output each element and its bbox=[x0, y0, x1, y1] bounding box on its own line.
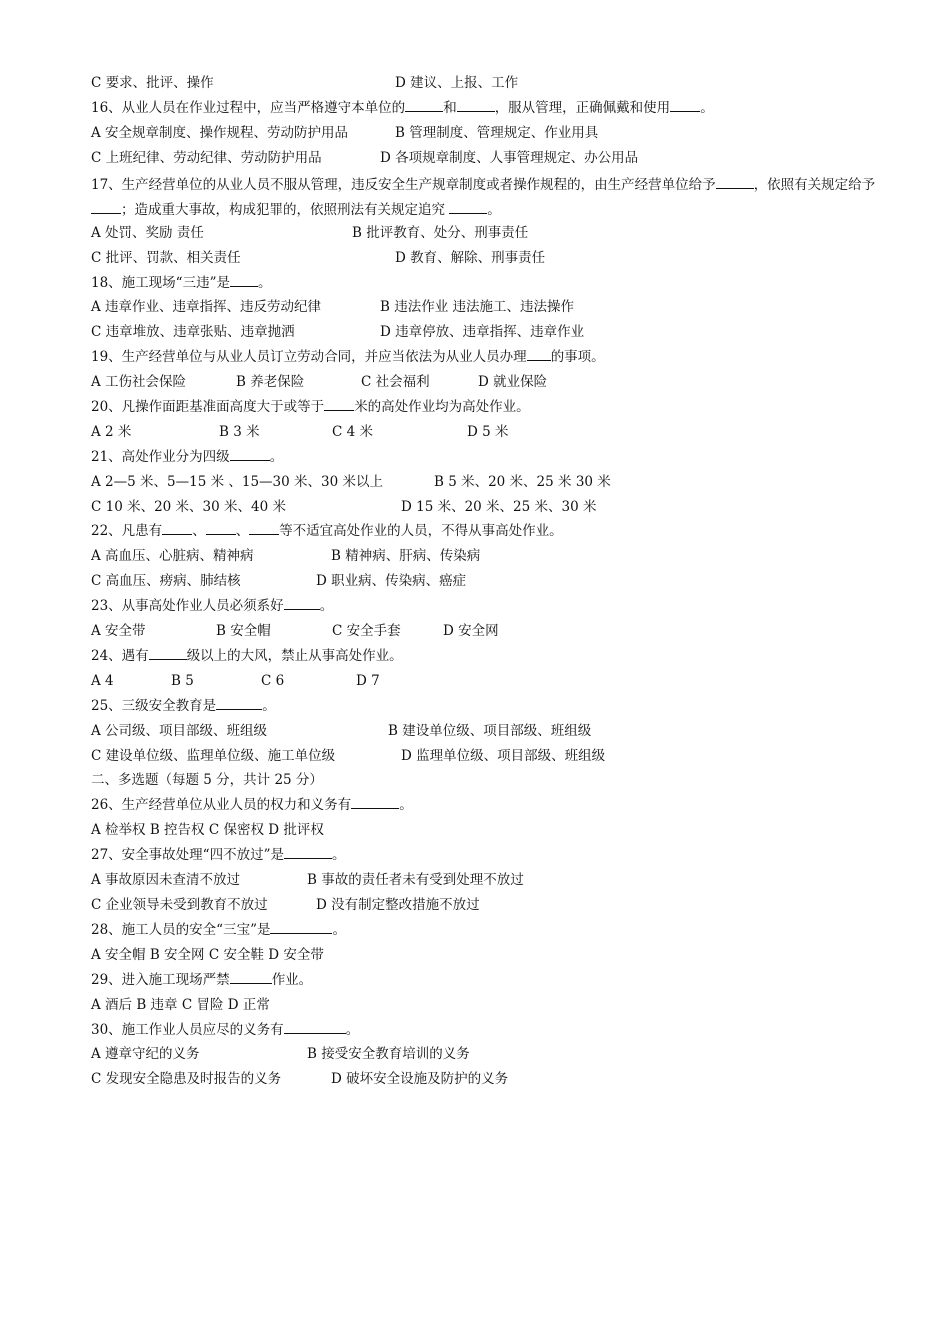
option-text-left: C 高血压、痨病、肺结核 bbox=[91, 573, 241, 589]
question-text bbox=[91, 697, 276, 715]
option-text: B 接受安全教育培训的义务 bbox=[307, 1046, 470, 1062]
question-fragment: ，服从管理，正确佩戴和使用 bbox=[494, 100, 671, 116]
option-text-left: C 企业领导未受到教育不放过 bbox=[91, 897, 268, 913]
question-text bbox=[91, 173, 886, 223]
option-text: B 安全帽 bbox=[216, 623, 271, 639]
question-fragment: 、 bbox=[192, 523, 206, 539]
option-text: D 违章停放、违章指挥、违章作业 bbox=[380, 324, 585, 340]
option-text: B 管理制度、管理规定、作业用具 bbox=[395, 125, 599, 141]
option-text: D 建议、上报、工作 bbox=[395, 75, 519, 91]
question-fragment: 21、高处作业分为四级 bbox=[91, 449, 230, 465]
question-fragment: 。 bbox=[319, 598, 334, 614]
answer-blank[interactable] bbox=[230, 448, 270, 461]
answer-blank[interactable] bbox=[457, 99, 495, 112]
question-fragment: 24、遇有 bbox=[91, 648, 149, 664]
question-fragment: 。 bbox=[345, 1022, 360, 1038]
question-fragment: 29、进入施工现场严禁 bbox=[91, 972, 230, 988]
question-text bbox=[91, 796, 413, 814]
option-text: D 监理单位级、项目部级、班组级 bbox=[401, 748, 606, 764]
question-fragment: 和 bbox=[443, 100, 457, 116]
question-fragment: 。 bbox=[331, 847, 346, 863]
option-text-left: A 事故原因未查清不放过 bbox=[91, 872, 241, 888]
option-text-left: A 4 bbox=[91, 673, 114, 689]
option-text: B 精神病、肝病、传染病 bbox=[331, 548, 481, 564]
option-text-left: A 高血压、心脏病、精神病 bbox=[91, 548, 254, 564]
question-text bbox=[91, 522, 563, 540]
option-text: D 15 米、20 米、25 米、30 米 bbox=[401, 499, 597, 515]
option-text: B 5 米、20 米、25 米 30 米 bbox=[434, 474, 611, 490]
option-text-left: C 发现安全隐患及时报告的义务 bbox=[91, 1071, 282, 1087]
option-text-left: C 违章堆放、违章张贴、违章抛洒 bbox=[91, 324, 295, 340]
question-fragment: 。 bbox=[700, 100, 714, 116]
option-text-left: A 处罚、奖励 责任 bbox=[91, 225, 204, 241]
question-fragment: 等不适宜高处作业的人员，不得从事高处作业。 bbox=[279, 523, 563, 539]
option-text: B 3 米 bbox=[219, 424, 260, 440]
answer-blank[interactable] bbox=[230, 274, 258, 287]
question-fragment: 25、三级安全教育是 bbox=[91, 698, 217, 714]
answer-blank[interactable] bbox=[449, 201, 487, 214]
question-fragment: 20、凡操作面距基准面高度大于或等于 bbox=[91, 399, 325, 415]
option-text-left: 二、多选题（每题 5 分，共计 25 分） bbox=[91, 772, 323, 788]
question-fragment: 。 bbox=[399, 797, 413, 813]
answer-blank[interactable] bbox=[91, 201, 121, 214]
question-text bbox=[91, 448, 283, 466]
question-text bbox=[91, 99, 714, 117]
option-text: D 7 bbox=[356, 673, 380, 689]
question-fragment: 16、从业人员在作业过程中，应当严格遵守本单位的 bbox=[91, 100, 406, 116]
answer-blank[interactable] bbox=[249, 522, 279, 535]
option-text: B 事故的责任者未有受到处理不放过 bbox=[307, 872, 524, 888]
question-text bbox=[91, 274, 271, 292]
option-text-left: A 检举权 B 控告权 C 保密权 D 批评权 bbox=[91, 822, 324, 838]
answer-blank[interactable] bbox=[206, 522, 236, 535]
question-fragment: 。 bbox=[487, 202, 501, 218]
question-fragment: 作业。 bbox=[271, 972, 313, 988]
answer-blank[interactable] bbox=[716, 176, 754, 189]
question-fragment: 的事项。 bbox=[550, 349, 605, 365]
option-text-left: C 要求、批评、操作 bbox=[91, 75, 214, 91]
option-text-left: A 安全带 bbox=[91, 623, 146, 639]
question-fragment: 。 bbox=[262, 698, 276, 714]
option-text: D 5 米 bbox=[467, 424, 509, 440]
question-fragment: 。 bbox=[257, 275, 272, 291]
option-text: D 没有制定整改措施不放过 bbox=[316, 897, 480, 913]
option-text: C 社会福利 bbox=[361, 374, 430, 390]
question-fragment: 27、安全事故处理“四不放过”是 bbox=[91, 847, 284, 863]
option-text-left: C 建设单位级、监理单位级、施工单位级 bbox=[91, 748, 336, 764]
question-fragment: ；造成重大事故，构成犯罪的，依照刑法有关规定追究 bbox=[121, 202, 450, 218]
answer-blank[interactable] bbox=[230, 971, 272, 984]
answer-blank[interactable] bbox=[284, 846, 332, 859]
option-text-left: A 安全帽 B 安全网 C 安全鞋 D 安全带 bbox=[91, 947, 324, 963]
answer-blank[interactable] bbox=[351, 796, 399, 809]
option-text-left: A 2 米 bbox=[91, 424, 132, 440]
question-fragment: 30、施工作业人员应尽的义务有 bbox=[91, 1022, 284, 1038]
question-fragment: 、 bbox=[235, 523, 250, 539]
question-text bbox=[91, 921, 346, 939]
option-text: D 就业保险 bbox=[478, 374, 548, 390]
option-text: B 养老保险 bbox=[236, 374, 305, 390]
option-text-left: A 工伤社会保险 bbox=[91, 374, 187, 390]
option-text-left: C 批评、罚款、相关责任 bbox=[91, 250, 241, 266]
option-text: D 安全网 bbox=[443, 623, 499, 639]
option-text-left: A 酒后 B 违章 C 冒险 D 正常 bbox=[91, 997, 270, 1013]
answer-blank[interactable] bbox=[527, 348, 551, 361]
option-text: C 6 bbox=[261, 673, 285, 689]
question-text bbox=[91, 597, 333, 615]
option-text: D 破坏安全设施及防护的义务 bbox=[331, 1071, 509, 1087]
answer-blank[interactable] bbox=[284, 597, 320, 610]
answer-blank[interactable] bbox=[149, 647, 187, 660]
question-fragment: 级以上的大风，禁止从事高处作业。 bbox=[186, 648, 403, 664]
question-fragment: 28、施工人员的安全“三宝”是 bbox=[91, 922, 271, 938]
question-fragment: 19、生产经营单位与从业人员订立劳动合同，并应当依法为从业人员办理 bbox=[91, 349, 527, 365]
answer-blank[interactable] bbox=[270, 921, 332, 934]
option-text: B 违法作业 违法施工、违法操作 bbox=[380, 299, 575, 315]
option-text-left: A 违章作业、违章指挥、违反劳动纪律 bbox=[91, 299, 322, 315]
option-text: B 批评教育、处分、刑事责任 bbox=[352, 225, 529, 241]
question-text bbox=[91, 348, 605, 366]
option-text-left: C 10 米、20 米、30 米、40 米 bbox=[91, 499, 286, 515]
question-fragment: 23、从事高处作业人员必须系好 bbox=[91, 598, 284, 614]
question-text bbox=[91, 398, 530, 416]
option-text-left: A 公司级、项目部级、班组级 bbox=[91, 723, 268, 739]
question-fragment: ，依照有关规定给予 bbox=[753, 177, 876, 193]
answer-blank[interactable] bbox=[216, 697, 262, 710]
option-text: B 建设单位级、项目部级、班组级 bbox=[388, 723, 592, 739]
option-text-left: C 上班纪律、劳动纪律、劳动防护用品 bbox=[91, 150, 322, 166]
question-fragment: 22、凡患有 bbox=[91, 523, 163, 539]
question-fragment: 17、生产经营单位的从业人员不服从管理，违反安全生产规章制度或者操作规程的，由生产经营单位给予 bbox=[91, 177, 716, 193]
answer-blank[interactable] bbox=[162, 522, 192, 535]
option-text: B 5 bbox=[171, 673, 194, 689]
option-text-left: A 2—5 米、5—15 米 、15—30 米、30 米以上 bbox=[91, 474, 383, 490]
option-text: C 4 米 bbox=[332, 424, 374, 440]
question-text bbox=[91, 971, 312, 989]
question-text bbox=[91, 1021, 359, 1039]
option-text: D 各项规章制度、人事管理规定、办公用品 bbox=[380, 150, 639, 166]
answer-blank[interactable] bbox=[405, 99, 443, 112]
option-text-left: A 遵章守纪的义务 bbox=[91, 1046, 200, 1062]
question-fragment: 。 bbox=[269, 449, 284, 465]
question-fragment: 米的高处作业均为高处作业。 bbox=[354, 399, 530, 415]
question-text bbox=[91, 647, 403, 665]
answer-blank[interactable] bbox=[284, 1021, 346, 1034]
question-fragment: 18、施工现场“三违”是 bbox=[91, 275, 230, 291]
question-fragment: 。 bbox=[332, 922, 346, 938]
option-text: D 职业病、传染病、癌症 bbox=[316, 573, 467, 589]
option-text: D 教育、解除、刑事责任 bbox=[395, 250, 546, 266]
answer-blank[interactable] bbox=[324, 398, 354, 411]
question-text bbox=[91, 846, 345, 864]
option-text: C 安全手套 bbox=[332, 623, 401, 639]
option-text-left: A 安全规章制度、操作规程、劳动防护用品 bbox=[91, 125, 349, 141]
answer-blank[interactable] bbox=[670, 99, 700, 112]
question-fragment: 26、生产经营单位从业人员的权力和义务有 bbox=[91, 797, 352, 813]
